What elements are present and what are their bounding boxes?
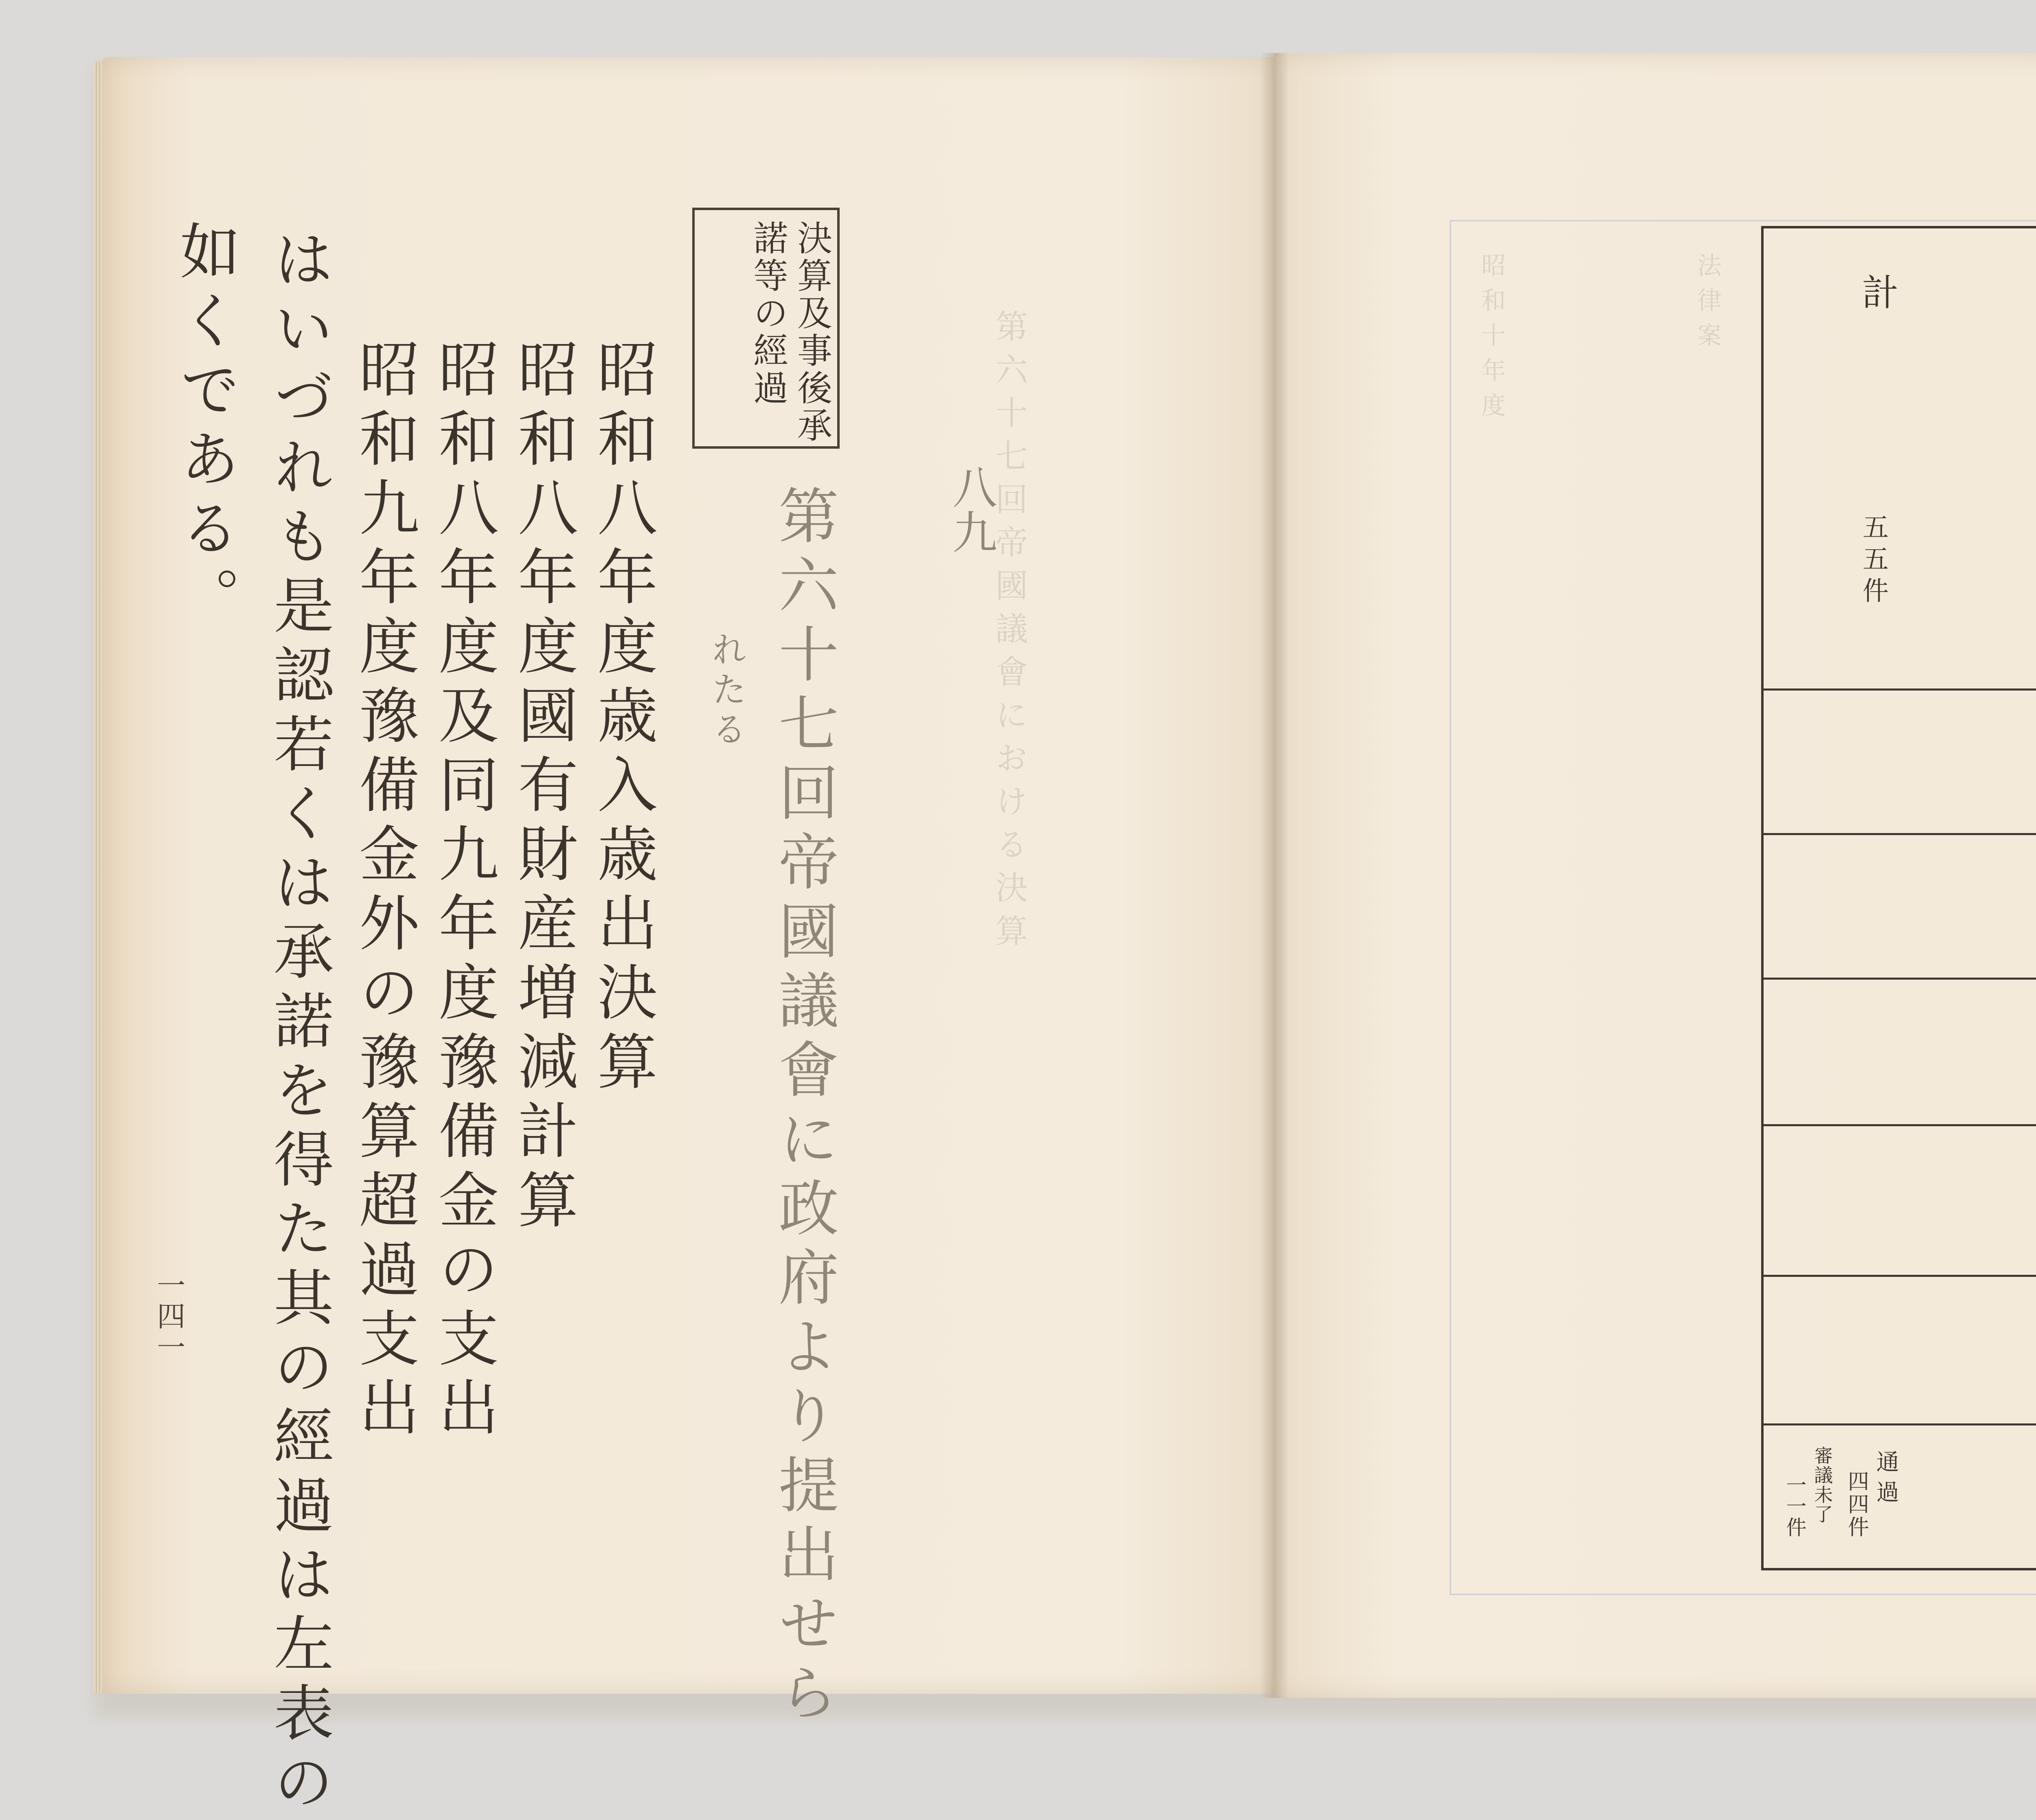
table-line-3	[1764, 978, 2036, 980]
marginal-heading-box	[692, 208, 840, 449]
item-2: 昭和八年度國有財産増減計算	[508, 338, 578, 1238]
body-line1: はいづれも是認若くは承諾を得た其の經過は左表の	[264, 228, 334, 1820]
box-line2: 諾等の經過	[747, 220, 788, 407]
remarks-unfinished: 審議未了	[1811, 1446, 1834, 1524]
title-line1: 第六十七回帝國議會に政府より提出せら	[769, 485, 839, 1730]
item-4: 昭和九年度豫備金外の豫算超過支出	[349, 338, 419, 1445]
remarks-passed: 通過	[1872, 1450, 1899, 1510]
table-line-4	[1764, 1124, 2036, 1126]
table-line-5	[1764, 1275, 2036, 1277]
total-label: 計	[1855, 273, 1898, 310]
table-line-1	[1764, 689, 2036, 691]
table-line-6	[1764, 1423, 2036, 1425]
title-line2: れたる	[706, 631, 746, 751]
box-line1: 決算及事後承	[791, 220, 832, 445]
body-line2: 如くである。	[170, 220, 240, 635]
section-number: 八九	[945, 464, 997, 554]
bleed-through-text-3: 法律案	[1693, 252, 1722, 357]
item-3: 昭和八年度及同九年度豫備金の支出	[429, 338, 499, 1445]
total-count: 五五件	[1858, 513, 1889, 609]
remarks-unfinished-count: 一一件	[1783, 1474, 1807, 1538]
bleed-through-text-2: 昭和十年度	[1477, 252, 1506, 428]
item-1: 昭和八年度歳入歳出決算	[588, 338, 658, 1099]
bills-table	[1761, 226, 2036, 1570]
bleed-through-text: 第六十七回帝國議會における決算	[990, 309, 1028, 957]
left-page-number: 一四一	[152, 1270, 186, 1363]
table-line-2	[1764, 833, 2036, 835]
remarks-passed-count: 四四件	[1844, 1470, 1869, 1539]
book-gutter	[1260, 53, 1289, 1698]
